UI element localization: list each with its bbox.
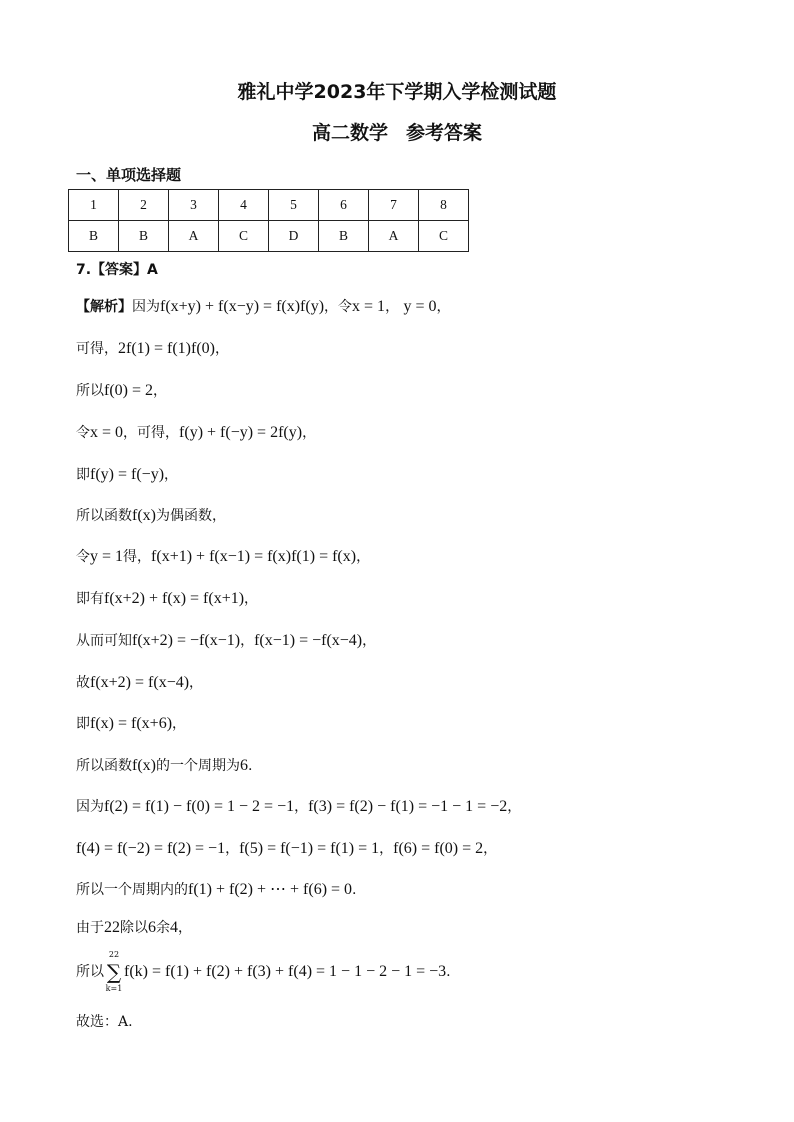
text: ， bbox=[225, 841, 240, 857]
text: 因为 bbox=[132, 299, 160, 315]
solution-line-11 bbox=[76, 714, 186, 734]
table-cell: 4 bbox=[219, 190, 269, 221]
equation: x = 1 bbox=[352, 298, 386, 315]
solution-line-8 bbox=[76, 589, 258, 609]
solution-line-9 bbox=[76, 631, 376, 651]
equation: f(k) = f(1) + f(2) + f(3) + f(4) = 1 − 1 − 2 − 1 = −3 bbox=[124, 963, 447, 980]
number: 4 bbox=[170, 919, 178, 936]
summation-symbol: 22 ∑ k=1 bbox=[105, 950, 123, 993]
table-cell: 5 bbox=[269, 190, 319, 221]
table-cell: D bbox=[269, 221, 319, 252]
text: 余 bbox=[156, 920, 170, 936]
solution-line-1 bbox=[76, 297, 451, 317]
table-row-numbers bbox=[69, 190, 469, 221]
equation: f(x) bbox=[132, 507, 156, 524]
number: 22 bbox=[104, 919, 120, 936]
text: 即 bbox=[76, 467, 90, 483]
text: ， bbox=[483, 841, 498, 857]
solution-line-5 bbox=[76, 465, 178, 485]
solution-line-15 bbox=[76, 880, 357, 900]
text: 可得， bbox=[76, 341, 118, 357]
text: . bbox=[247, 758, 253, 774]
equation: 6 bbox=[239, 757, 248, 774]
text: ， bbox=[294, 799, 309, 815]
sum-upper-limit: 22 bbox=[108, 950, 120, 959]
text: ， bbox=[385, 299, 400, 315]
answer-table bbox=[68, 189, 469, 252]
text: 的一个周期为 bbox=[155, 758, 240, 774]
subtitle-answers: 参考答案 bbox=[406, 122, 483, 144]
equation: f(x) bbox=[132, 757, 156, 774]
solution-line-6 bbox=[76, 506, 226, 526]
table-cell: 8 bbox=[419, 190, 469, 221]
text: ， bbox=[302, 425, 317, 441]
equation: f(x+1) + f(x−1) = f(x)f(1) = f(x) bbox=[151, 548, 357, 565]
answer-line bbox=[76, 260, 158, 280]
equation: 2f(1) = f(1)f(0) bbox=[118, 340, 215, 357]
text: 得， bbox=[123, 549, 152, 565]
equation: f(2) = f(1) − f(0) = 1 − 2 = −1 bbox=[104, 798, 295, 815]
table-cell: C bbox=[419, 221, 469, 252]
document-subtitle bbox=[0, 118, 794, 145]
table-cell: 3 bbox=[169, 190, 219, 221]
table-cell: B bbox=[119, 221, 169, 252]
text: ， bbox=[507, 799, 522, 815]
text: 所以函数 bbox=[76, 508, 132, 524]
text: 所以 bbox=[76, 383, 104, 399]
equation: f(0) = 2 bbox=[104, 382, 154, 399]
equation: f(x+2) = f(x−4) bbox=[90, 674, 190, 691]
text: ， bbox=[164, 467, 179, 483]
equation: f(y) + f(−y) = 2f(y) bbox=[179, 424, 303, 441]
equation: f(5) = f(−1) = f(1) = 1 bbox=[239, 840, 380, 857]
text: ， bbox=[244, 591, 259, 607]
text: 除以 bbox=[120, 920, 148, 936]
answer-label: 7.【答案】A bbox=[76, 262, 158, 278]
equation: f(x+2) = −f(x−1) bbox=[132, 632, 241, 649]
text: 从而可知 bbox=[76, 633, 132, 649]
section-heading: 一、单项选择题 bbox=[76, 166, 182, 184]
text: ， bbox=[362, 633, 377, 649]
equation: f(x+y) + f(x−y) = f(x)f(y) bbox=[160, 298, 325, 315]
solution-line-4 bbox=[76, 423, 316, 443]
table-cell: A bbox=[369, 221, 419, 252]
number: 6 bbox=[148, 919, 156, 936]
table-cell: 7 bbox=[369, 190, 419, 221]
text: 故 bbox=[76, 675, 90, 691]
text: 因为 bbox=[76, 799, 104, 815]
text: ， bbox=[240, 633, 255, 649]
sum-lower-limit: k=1 bbox=[105, 984, 123, 993]
table-cell: C bbox=[219, 221, 269, 252]
text: 所以一个周期内的 bbox=[76, 882, 188, 898]
text: 由于 bbox=[76, 920, 104, 936]
table-row-answers bbox=[69, 221, 469, 252]
text: ， bbox=[172, 716, 187, 732]
solution-line-14 bbox=[76, 839, 497, 859]
table-cell: 2 bbox=[119, 190, 169, 221]
table-cell: B bbox=[319, 221, 369, 252]
text: . bbox=[446, 964, 451, 980]
text: 即 bbox=[76, 716, 90, 732]
text: ， bbox=[214, 341, 229, 357]
text: ， bbox=[436, 299, 451, 315]
table-cell: 6 bbox=[319, 190, 369, 221]
solution-line-17 bbox=[76, 950, 451, 993]
solution-line-16 bbox=[76, 918, 192, 938]
solution-line-3 bbox=[76, 381, 167, 401]
conclusion: 故选：A. bbox=[76, 1014, 133, 1030]
equation: f(x−1) = −f(x−4) bbox=[254, 632, 363, 649]
solution-line-18 bbox=[76, 1012, 133, 1032]
text: ， bbox=[178, 920, 192, 936]
equation: f(1) + f(2) + ⋯ + f(6) = 0 bbox=[188, 881, 353, 898]
table-cell: A bbox=[169, 221, 219, 252]
solution-line-12 bbox=[76, 756, 252, 776]
document-title: 雅礼中学2023年下学期入学检测试题 bbox=[237, 81, 557, 103]
text: 令 bbox=[76, 549, 90, 565]
text: ， bbox=[153, 383, 168, 399]
equation: y = 0 bbox=[403, 298, 437, 315]
solution-line-7 bbox=[76, 547, 370, 567]
solution-line-10 bbox=[76, 673, 203, 693]
table-cell: 1 bbox=[69, 190, 119, 221]
equation: f(6) = f(0) = 2 bbox=[393, 840, 484, 857]
solution-line-2 bbox=[76, 339, 229, 359]
text: ，令 bbox=[324, 299, 353, 315]
text: ， bbox=[379, 841, 394, 857]
text: 所以 bbox=[76, 964, 104, 980]
analysis-label: 【解析】 bbox=[76, 299, 132, 315]
equation: f(y) = f(−y) bbox=[90, 466, 165, 483]
text: 即有 bbox=[76, 591, 104, 607]
equation: f(x+2) + f(x) = f(x+1) bbox=[104, 590, 245, 607]
solution-line-13 bbox=[76, 797, 521, 817]
text: 为偶函数， bbox=[155, 508, 226, 524]
equation: f(4) = f(−2) = f(2) = −1 bbox=[76, 840, 226, 857]
text: . bbox=[352, 882, 357, 898]
equation: y = 1 bbox=[90, 548, 124, 565]
table-cell: B bbox=[69, 221, 119, 252]
equation: f(x) = f(x+6) bbox=[90, 715, 173, 732]
text: ，可得， bbox=[123, 425, 180, 441]
text: 令 bbox=[76, 425, 90, 441]
subtitle-subject: 高二数学 bbox=[311, 122, 388, 144]
equation: x = 0 bbox=[90, 424, 124, 441]
equation: f(3) = f(2) − f(1) = −1 − 1 = −2 bbox=[308, 798, 508, 815]
text: ， bbox=[189, 675, 204, 691]
text: 所以函数 bbox=[76, 758, 132, 774]
text: ， bbox=[356, 549, 371, 565]
